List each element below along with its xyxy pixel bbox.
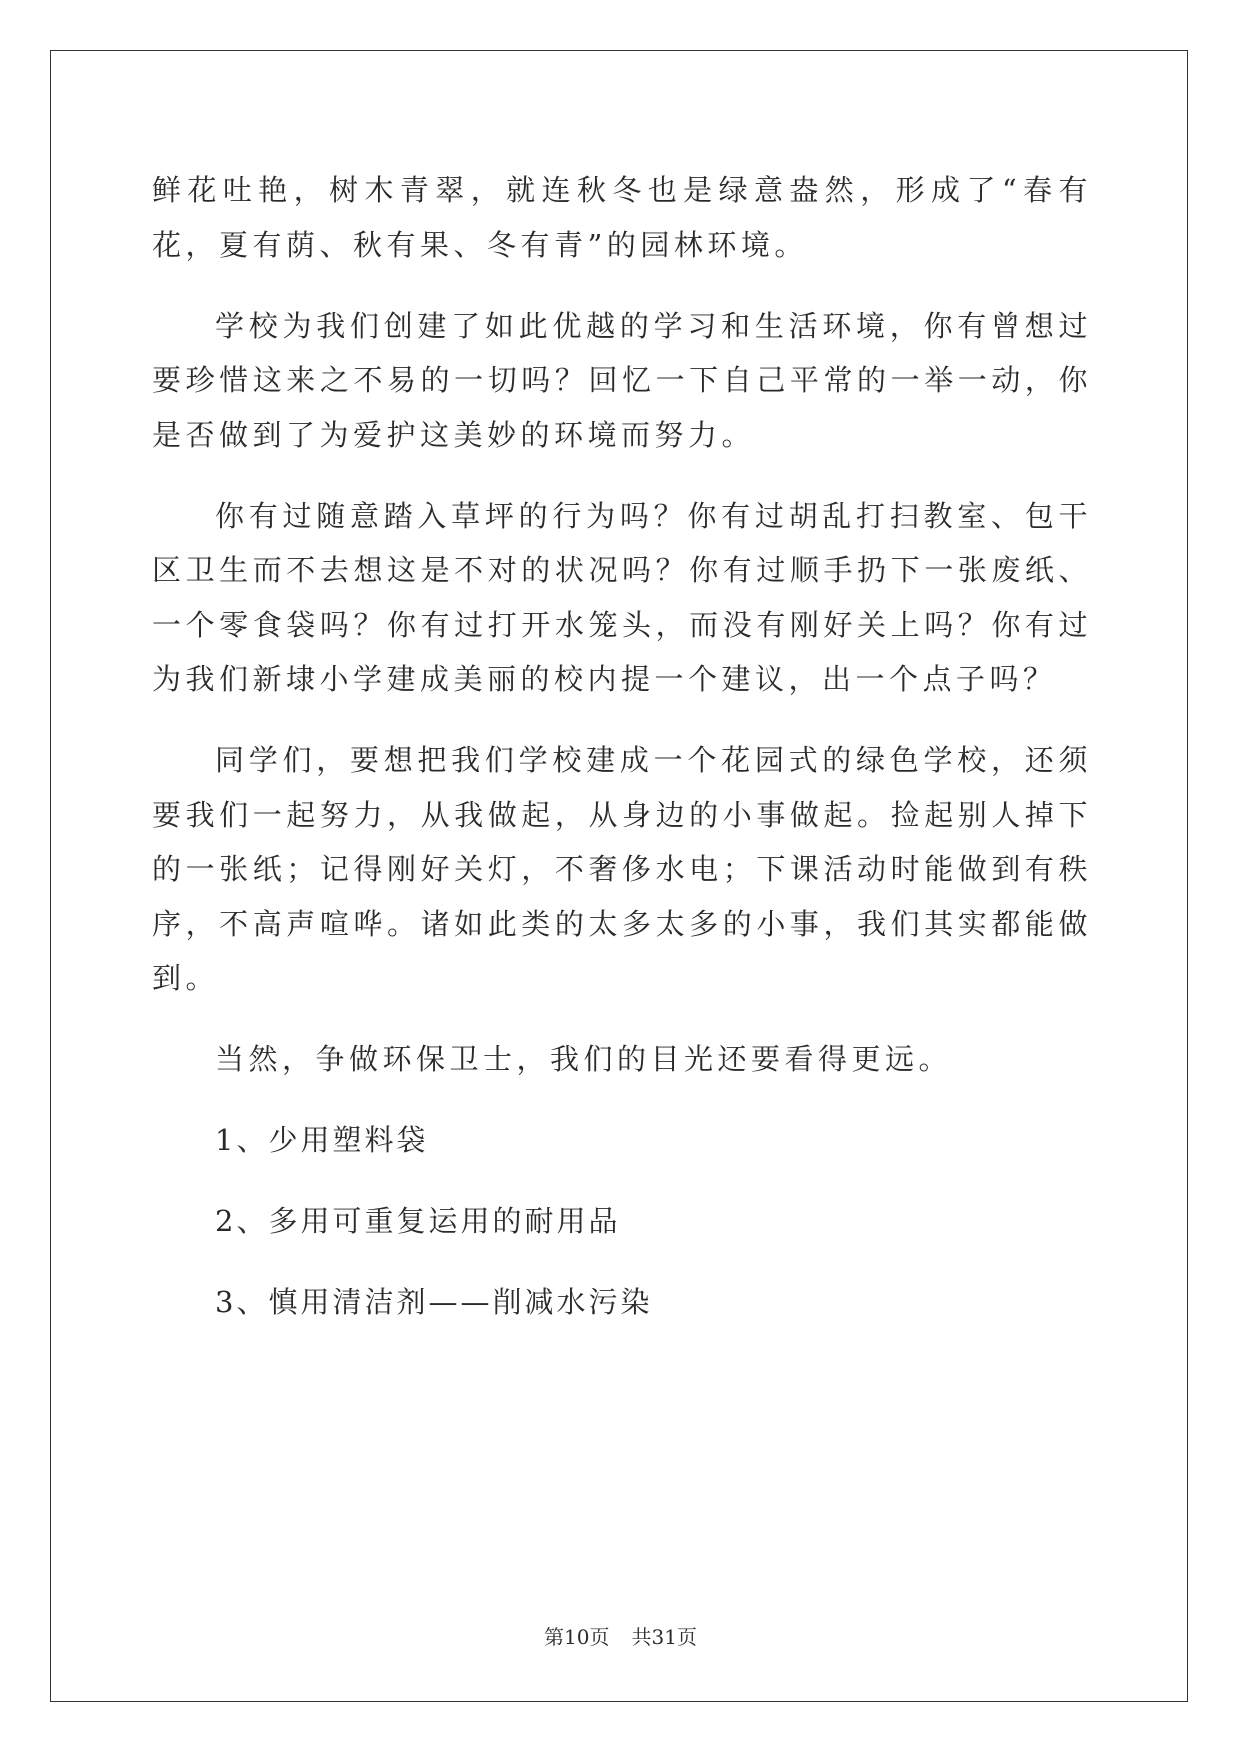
page-total: 共31页	[631, 1625, 697, 1649]
page-number: 第10页	[544, 1625, 610, 1649]
paragraph-5: 当然，争做环保卫士，我们的目光还要看得更远。	[215, 1042, 953, 1076]
document-body	[152, 163, 1092, 1356]
page-footer	[0, 1621, 1241, 1650]
list-item-1: 1、少用塑料袋	[215, 1123, 429, 1157]
paragraph-2: 学校为我们创建了如此优越的学习和生活环境，你有曾想过要珍惜这来之不易的一切吗？回忆一下自己平常的一举一动，你是否做到了为爱护这美妙的环境而努力。	[152, 308, 1092, 452]
list-item-3: 3、慎用清洁剂——削减水污染	[215, 1285, 653, 1319]
list-item-2: 2、多用可重复运用的耐用品	[215, 1204, 621, 1238]
paragraph-1: 鲜花吐艳，树木青翠，就连秋冬也是绿意盎然，形成了“春有花，夏有荫、秋有果、冬有青”的园林环境。	[152, 173, 1092, 262]
paragraph-3: 你有过随意踏入草坪的行为吗？你有过胡乱打扫教室、包干区卫生而不去想这是不对的状况吗？你有过顺手扔下一张废纸、一个零食袋吗？你有过打开水笼头，而没有刚好关上吗？你有过为我们新埭小学建成美丽的校内提一个建议，出一个点子吗？	[152, 498, 1092, 696]
paragraph-4: 同学们，要想把我们学校建成一个花园式的绿色学校，还须要我们一起努力，从我做起，从身边的小事做起。捡起别人掉下的一张纸；记得刚好关灯，不奢侈水电；下课活动时能做到有秩序，不高声喧哗。诸如此类的太多太多的小事，我们其实都能做到。	[152, 743, 1092, 995]
